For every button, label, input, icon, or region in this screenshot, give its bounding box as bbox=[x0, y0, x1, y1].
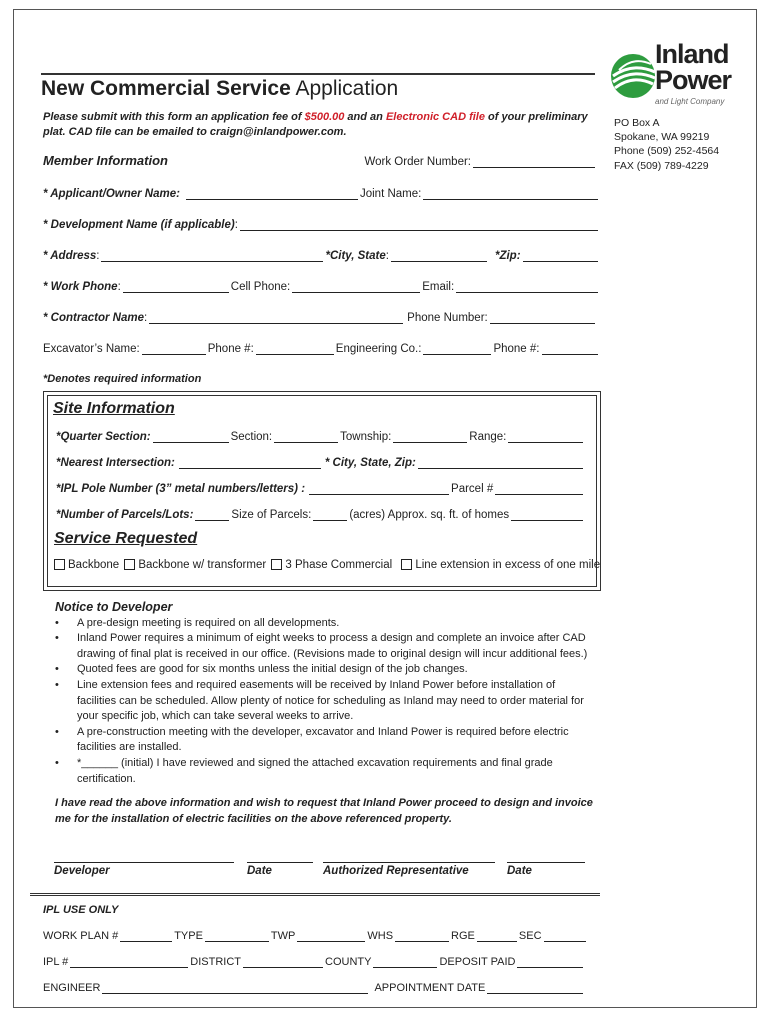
colon: : bbox=[143, 312, 148, 324]
ipl-divider bbox=[30, 893, 600, 896]
notice-item: • *______ (initial) I have reviewed and signed the attached excavation requirements and final grade certification. bbox=[77, 756, 595, 787]
city-state-field[interactable] bbox=[391, 249, 487, 262]
pole-number-field[interactable] bbox=[309, 482, 449, 495]
cad-file-text: Electronic CAD file bbox=[385, 111, 485, 123]
address-line: Spokane, WA 99219 bbox=[614, 131, 710, 144]
appointment-field[interactable] bbox=[487, 981, 583, 994]
size-field[interactable] bbox=[313, 508, 347, 521]
ipl-number-label: IPL # bbox=[43, 956, 69, 968]
intersection-field[interactable] bbox=[179, 456, 321, 469]
address-row bbox=[43, 249, 600, 262]
contractor-row bbox=[43, 311, 597, 324]
joint-name-label: Joint Name: bbox=[359, 188, 422, 200]
work-order-field[interactable] bbox=[473, 155, 595, 168]
phone-number-label: Phone Number: bbox=[407, 312, 488, 324]
site-info-heading: Site Information bbox=[53, 400, 175, 417]
intro-part: Please submit with this form an application fee of bbox=[43, 111, 305, 123]
cell-phone-label: Cell Phone: bbox=[230, 281, 291, 293]
work-phone-label: * Work Phone bbox=[43, 281, 118, 293]
option-label: Backbone w/ transformer bbox=[138, 559, 267, 572]
rge-field[interactable] bbox=[477, 929, 517, 942]
county-label: COUNTY bbox=[325, 956, 372, 968]
city-state-label: *City, State bbox=[325, 250, 386, 262]
excavator-row bbox=[43, 342, 600, 355]
engineer-label: ENGINEER bbox=[43, 982, 101, 994]
township-label: Township: bbox=[340, 431, 392, 443]
contractor-field[interactable] bbox=[149, 311, 403, 324]
sqft-field[interactable] bbox=[511, 508, 583, 521]
company-logo bbox=[609, 39, 755, 110]
logo-name-line1: Inland bbox=[655, 39, 729, 69]
work-phone-field[interactable] bbox=[123, 280, 229, 293]
pole-number-label: *IPL Pole Number (3” metal numbers/letters) : bbox=[56, 483, 306, 495]
address-line: FAX (509) 789-4229 bbox=[614, 159, 709, 172]
type-field[interactable] bbox=[205, 929, 269, 942]
line-extension-checkbox[interactable] bbox=[401, 559, 412, 570]
required-note: *Denotes required information bbox=[43, 373, 202, 385]
phone-label: Phone #: bbox=[207, 343, 254, 355]
district-label: DISTRICT bbox=[190, 956, 242, 968]
option-label: Line extension in excess of one mile bbox=[415, 559, 601, 572]
quarter-field[interactable] bbox=[153, 430, 229, 443]
range-label: Range: bbox=[469, 431, 507, 443]
member-heading-row bbox=[43, 153, 597, 168]
ipl-row-3 bbox=[43, 981, 585, 994]
ipl-number-field[interactable] bbox=[70, 955, 188, 968]
email-field[interactable] bbox=[456, 280, 598, 293]
ipl-row-2 bbox=[43, 955, 585, 968]
contractor-phone-field[interactable] bbox=[490, 311, 595, 324]
notice-item: • A pre-design meeting is required on all developments. bbox=[77, 616, 595, 632]
work-order-label: Work Order Number: bbox=[364, 156, 471, 168]
range-field[interactable] bbox=[508, 430, 583, 443]
notice-item: • Inland Power requires a minimum of eight weeks to process a design and complete an invoice after CAD drawing of final plat is received in our office. (Revisions made to original design will incur additional fees.) bbox=[77, 631, 595, 662]
line-extension-option[interactable] bbox=[401, 559, 600, 571]
work-plan-field[interactable] bbox=[120, 929, 172, 942]
colon: : bbox=[385, 250, 389, 262]
rge-label: RGE bbox=[451, 930, 475, 942]
backbone-transformer-checkbox[interactable] bbox=[124, 559, 135, 570]
sec-label: SEC bbox=[518, 930, 542, 942]
colon: : bbox=[117, 281, 121, 293]
page-title bbox=[41, 73, 595, 101]
twp-field[interactable] bbox=[297, 929, 365, 942]
notice-item: • Line extension fees and required easements will be received by Inland Power before installation of facilities can be scheduled. Allow plenty of notice for scheduling as Inland may need to order material for your specific job, which can take several weeks to arrive. bbox=[77, 678, 595, 725]
notice-item: • Quoted fees are good for six months unless the initial design of the job changes. bbox=[77, 662, 595, 678]
engineering-phone-field[interactable] bbox=[542, 342, 599, 355]
cell-phone-field[interactable] bbox=[292, 280, 420, 293]
engineering-label: Engineering Co.: bbox=[335, 343, 422, 355]
zip-field[interactable] bbox=[523, 249, 598, 262]
representative-date[interactable]: Date bbox=[507, 862, 585, 877]
parcels-label: *Number of Parcels/Lots: bbox=[56, 509, 194, 521]
nearest-intersection-label: *Nearest Intersection: bbox=[56, 457, 175, 469]
parcels-field[interactable] bbox=[195, 508, 229, 521]
parcel-field[interactable] bbox=[495, 482, 583, 495]
colon: : bbox=[234, 219, 238, 231]
whs-field[interactable] bbox=[395, 929, 449, 942]
title-bold: New Commercial Service bbox=[41, 77, 291, 100]
three-phase-checkbox[interactable] bbox=[271, 559, 282, 570]
notice-list bbox=[55, 616, 595, 788]
backbone-checkbox[interactable] bbox=[54, 559, 65, 570]
twp-label: TWP bbox=[270, 930, 296, 942]
title-light: Application bbox=[295, 77, 399, 100]
development-label: * Development Name (if applicable) bbox=[43, 219, 235, 231]
service-options bbox=[54, 559, 600, 571]
notice-section bbox=[55, 600, 595, 827]
developer-signature[interactable]: Developer bbox=[54, 862, 234, 877]
township-field[interactable] bbox=[393, 430, 467, 443]
logo-tagline: and Light Company bbox=[655, 97, 725, 106]
email-label: Email: bbox=[422, 281, 455, 293]
type-label: TYPE bbox=[174, 930, 203, 942]
joint-name-field[interactable] bbox=[423, 187, 598, 200]
work-plan-label: WORK PLAN # bbox=[43, 930, 119, 942]
request-statement: I have read the above information and wish to request that Inland Power proceed to design and invoice me for the installation of electric facilities on the above referenced property. bbox=[55, 797, 593, 825]
engineering-field[interactable] bbox=[423, 342, 491, 355]
section-label: Section: bbox=[230, 431, 273, 443]
notice-heading: Notice to Developer bbox=[55, 600, 173, 614]
deposit-field[interactable] bbox=[517, 955, 583, 968]
intro-part: and an bbox=[344, 111, 386, 123]
county-field[interactable] bbox=[373, 955, 437, 968]
address-field[interactable] bbox=[101, 249, 323, 262]
phone-row bbox=[43, 280, 600, 293]
address-label: * Address bbox=[43, 250, 97, 262]
intro-text bbox=[43, 110, 603, 140]
member-info-heading: Member Information bbox=[43, 153, 168, 168]
fee-amount: $500.00 bbox=[304, 111, 345, 123]
excavator-label: Excavator’s Name: bbox=[43, 343, 140, 355]
quarter-label: *Quarter Section: bbox=[56, 431, 151, 443]
developer-date[interactable]: Date bbox=[247, 862, 313, 877]
sec-field[interactable] bbox=[544, 929, 586, 942]
excavator-field[interactable] bbox=[142, 342, 206, 355]
size-label: Size of Parcels: bbox=[231, 509, 312, 521]
section-field[interactable] bbox=[274, 430, 338, 443]
intro-part: of your preliminary plat. CAD file can be emailed to craign@inlandpower.com. bbox=[43, 111, 588, 138]
representative-signature[interactable]: Authorized Representative bbox=[323, 862, 495, 877]
backbone-transformer-option[interactable] bbox=[124, 559, 266, 571]
ipl-heading: IPL USE ONLY bbox=[43, 904, 119, 916]
notice-item: • A pre-construction meeting with the developer, excavator and Inland Power is required before electric facilities are installed. bbox=[77, 725, 595, 756]
applicant-label: * Applicant/Owner Name: bbox=[43, 188, 180, 200]
colon: : bbox=[96, 250, 100, 262]
excavator-phone-field[interactable] bbox=[256, 342, 334, 355]
site-city-label: * City, State, Zip: bbox=[324, 457, 416, 469]
deposit-label: DEPOSIT PAID bbox=[439, 956, 516, 968]
option-label: 3 Phase Commercial bbox=[285, 559, 393, 572]
acres-label: (acres) Approx. sq. ft. of homes bbox=[349, 509, 510, 521]
pole-row bbox=[56, 482, 585, 495]
contractor-label: * Contractor Name bbox=[43, 312, 144, 324]
backbone-option[interactable] bbox=[54, 559, 119, 571]
service-requested-heading: Service Requested bbox=[54, 530, 198, 547]
phone-label: Phone #: bbox=[493, 343, 540, 355]
intersection-row bbox=[56, 456, 585, 469]
applicant-row bbox=[43, 187, 600, 200]
zip-label: *Zip: bbox=[494, 250, 521, 262]
company-address bbox=[614, 116, 719, 173]
ipl-row-1 bbox=[43, 929, 588, 942]
three-phase-option[interactable] bbox=[271, 559, 392, 571]
district-field[interactable] bbox=[243, 955, 323, 968]
site-city-field[interactable] bbox=[418, 456, 583, 469]
appointment-label: APPOINTMENT DATE bbox=[374, 982, 486, 994]
development-field[interactable] bbox=[240, 218, 598, 231]
parcel-label: Parcel # bbox=[451, 483, 494, 495]
logo-name-line2: Power bbox=[655, 65, 732, 95]
quarter-row bbox=[56, 430, 585, 443]
parcels-row bbox=[56, 508, 585, 521]
option-label: Backbone bbox=[68, 559, 120, 572]
development-row bbox=[43, 218, 600, 231]
engineer-field[interactable] bbox=[102, 981, 368, 994]
whs-label: WHS bbox=[367, 930, 394, 942]
address-line: Phone (509) 252-4564 bbox=[614, 145, 720, 158]
address-line: PO Box A bbox=[614, 117, 660, 129]
applicant-field[interactable] bbox=[186, 187, 358, 200]
